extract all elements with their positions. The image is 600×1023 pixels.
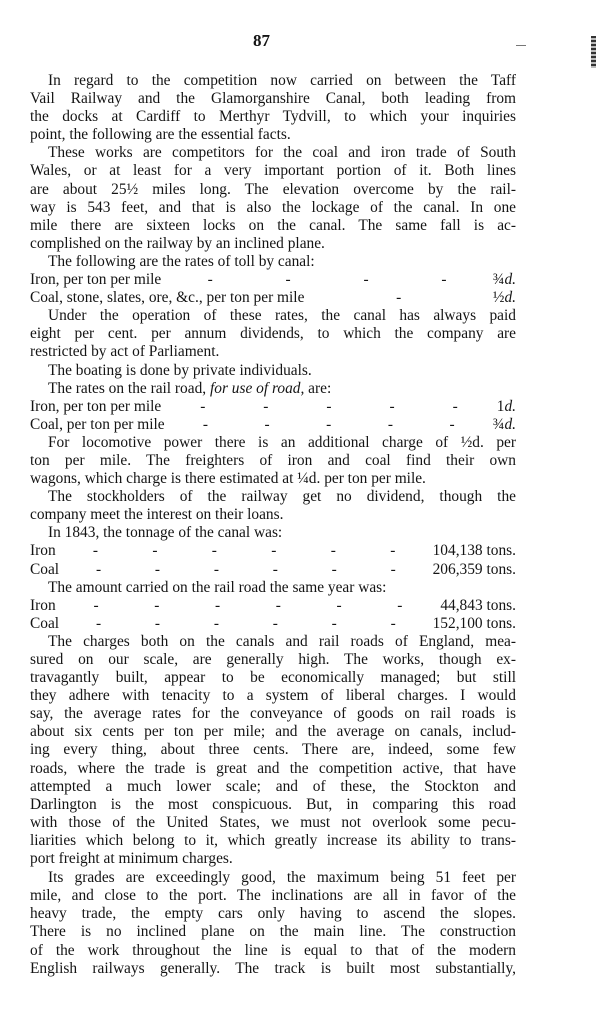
text-line: There is no inclined plane on the main line. The construction bbox=[30, 923, 516, 941]
value-unit: tons. bbox=[482, 596, 516, 614]
leader-dot: - bbox=[389, 397, 395, 415]
text-line: wagons, which charge is there estimated at ¼d. per ton per mile. bbox=[30, 470, 426, 488]
text-line: Under the operation of these rates, the canal has always paid bbox=[48, 307, 516, 325]
margin-mark bbox=[516, 45, 526, 46]
text-segment: are: bbox=[304, 379, 332, 397]
text-line: of the work throughout the line is equal to that of the modern bbox=[30, 941, 516, 959]
rate-value bbox=[433, 542, 516, 560]
leader-dot: - bbox=[390, 560, 396, 578]
rate-label: Coal, stone, slates, ore, &c., per ton per mile bbox=[30, 289, 305, 307]
leader-dot: - bbox=[336, 596, 342, 614]
text-line: liarities which belong to it, which greatly increase its ability to trans- bbox=[30, 831, 516, 849]
rate-row bbox=[30, 615, 516, 633]
leader-dot: - bbox=[213, 614, 219, 632]
leader-dot: - bbox=[326, 397, 332, 415]
leader-dot: - bbox=[95, 614, 102, 632]
rate-label: Iron, per ton per mile bbox=[30, 397, 162, 415]
text-line: Vail Railway and the Glamorganshire Canal, both leading from bbox=[30, 90, 516, 108]
leader-dots bbox=[59, 561, 433, 579]
text-line: ton per mile. The freighters of iron and coal find their own bbox=[30, 451, 516, 469]
value-number: 206,359 bbox=[432, 560, 483, 578]
leader-dot: - bbox=[396, 289, 402, 307]
leader-dot: - bbox=[330, 542, 336, 560]
text-line: roads, where the trade is great and the competition active, that have bbox=[30, 759, 516, 777]
text-line: In 1843, the tonnage of the canal was: bbox=[48, 524, 283, 542]
text-line: These works are competitors for the coal and iron trade of South bbox=[48, 144, 516, 162]
leader-dot: - bbox=[452, 397, 458, 415]
leader-dot: - bbox=[154, 614, 161, 632]
leader-dot: - bbox=[449, 415, 455, 433]
leader-dots bbox=[165, 416, 493, 434]
text-line: say, the average rates for the conveyance of goods on rail roads is bbox=[30, 705, 516, 723]
value-unit: tons. bbox=[482, 542, 516, 560]
body-text bbox=[30, 72, 516, 978]
text-line: Its grades are exceedingly good, the maximum being 51 feet per bbox=[48, 869, 516, 887]
text-line: The amount carried on the rail road the same year was: bbox=[48, 578, 387, 596]
leader-dot: - bbox=[264, 415, 270, 433]
page-number: 87 bbox=[253, 31, 270, 50]
leader-dot: - bbox=[152, 542, 158, 560]
leader-dot: - bbox=[331, 614, 337, 632]
leader-dots bbox=[304, 289, 493, 307]
leader-dot: - bbox=[326, 415, 332, 433]
value-unit: tons. bbox=[482, 614, 516, 632]
leader-dot: - bbox=[275, 596, 281, 614]
leader-dot: - bbox=[211, 542, 217, 560]
text-line: heavy trade, the empty cars only having to ascend the slopes. bbox=[30, 905, 516, 923]
rate-label: Iron bbox=[30, 542, 56, 560]
leader-dot: - bbox=[215, 596, 221, 614]
value-unit: d. bbox=[504, 289, 516, 307]
leader-dot: - bbox=[263, 397, 269, 415]
leader-dots bbox=[161, 398, 497, 416]
rate-value bbox=[440, 597, 516, 615]
text-line: ing every thing, about three cents. There are, indeed, some few bbox=[30, 741, 516, 759]
leader-dot: - bbox=[92, 542, 98, 560]
leader-dot: - bbox=[363, 271, 369, 289]
leader-dot: - bbox=[271, 542, 277, 560]
rate-value bbox=[497, 398, 516, 416]
leader-dots bbox=[56, 542, 433, 560]
leader-dot: - bbox=[93, 596, 99, 614]
rate-value bbox=[433, 561, 516, 579]
text-line: about six cents per ton per mile; and the average on canals, includ- bbox=[30, 723, 516, 741]
text-line: The stockholders of the railway get no dividend, though the bbox=[48, 488, 516, 506]
text-line: complished on the railway by an inclined plane. bbox=[30, 234, 325, 252]
rate-label: Coal, per ton per mile bbox=[30, 415, 165, 433]
rate-row bbox=[30, 398, 516, 416]
leader-dot: - bbox=[154, 560, 161, 578]
value-unit: d. bbox=[504, 415, 516, 433]
text-line: mile, and close to the port. The inclinations are all in favor of the bbox=[30, 887, 516, 905]
rate-label: Coal bbox=[30, 614, 60, 632]
value-number: 152,100 bbox=[432, 614, 483, 632]
value-number: ¾ bbox=[492, 415, 505, 433]
rate-label: Coal bbox=[30, 560, 60, 578]
text-line: with those of the United States, we must not overlook some pecu- bbox=[30, 813, 516, 831]
leader-dot: - bbox=[387, 415, 393, 433]
value-unit: d. bbox=[504, 271, 516, 289]
value-number: ¾ bbox=[492, 271, 505, 289]
leader-dot: - bbox=[285, 271, 291, 289]
page-edge-mark bbox=[591, 36, 596, 68]
text-line: For locomotive power there is an additional charge of ½d. per bbox=[48, 433, 516, 451]
rate-label: Iron bbox=[30, 596, 56, 614]
text-line: port freight at minimum charges. bbox=[30, 850, 233, 868]
text-line: company meet the interest on their loans. bbox=[30, 506, 284, 524]
leader-dots bbox=[59, 615, 433, 633]
text-line: eight per cent. per annum dividends, to which the company are bbox=[30, 325, 516, 343]
text-line: The following are the rates of toll by canal: bbox=[48, 252, 315, 270]
leader-dot: - bbox=[213, 560, 219, 578]
rate-value bbox=[433, 615, 516, 633]
text-segment: The rates on the rail road, bbox=[48, 379, 210, 397]
rate-value bbox=[493, 416, 516, 434]
leader-dot: - bbox=[95, 560, 102, 578]
leader-dot: - bbox=[390, 542, 396, 560]
text-line: The boating is done by private individuals. bbox=[48, 361, 312, 379]
rate-row bbox=[30, 416, 516, 434]
italic-phrase: for use of road, bbox=[209, 379, 305, 397]
text-line: point, the following are the essential facts. bbox=[30, 126, 291, 144]
value-number: 1 bbox=[496, 397, 505, 415]
value-number: 44,843 bbox=[440, 596, 483, 614]
text-line: sured on our scale, are generally high. The works, though ex- bbox=[30, 651, 516, 668]
leader-dot: - bbox=[441, 271, 447, 289]
rate-value bbox=[493, 289, 516, 307]
rate-row bbox=[30, 561, 516, 579]
leader-dot: - bbox=[331, 560, 337, 578]
text-line: The charges both on the canals and rail roads of England, mea- bbox=[48, 632, 516, 650]
rate-row bbox=[30, 271, 516, 289]
leader-dot: - bbox=[397, 596, 403, 614]
text-line: Wales, or at least for a very important portion of it. Both lines bbox=[30, 162, 516, 180]
leader-dot: - bbox=[207, 271, 213, 289]
text-line: Darlington is the most conspicuous. But, in comparing this road bbox=[30, 795, 516, 813]
leader-dots bbox=[161, 271, 493, 289]
value-number: ½ bbox=[492, 289, 505, 307]
leader-dot: - bbox=[154, 596, 160, 614]
rate-label: Iron, per ton per mile bbox=[30, 271, 162, 289]
text-line: restricted by act of Parliament. bbox=[30, 343, 220, 361]
text-line: the docks at Cardiff to Merthyr Tydvill, to which your inquiries bbox=[30, 108, 516, 126]
value-unit: tons. bbox=[482, 560, 516, 578]
rate-value bbox=[493, 271, 516, 289]
text-line bbox=[30, 380, 516, 398]
text-line: are about 25½ miles long. The elevation overcome by the rail- bbox=[30, 180, 516, 198]
text-line: they adhere with tenacity to a system of liberal charges. I would bbox=[30, 687, 516, 705]
rate-row bbox=[30, 542, 516, 560]
rate-row bbox=[30, 597, 516, 615]
text-line: travagantly built, appear to be economically managed; but still bbox=[30, 669, 516, 687]
text-line: way is 543 feet, and that is also the lockage of the canal. In one bbox=[30, 198, 516, 216]
text-line: attempted a much lower scale; and of these, the Stockton and bbox=[30, 777, 516, 795]
leader-dots bbox=[56, 597, 441, 615]
leader-dot: - bbox=[272, 614, 278, 632]
leader-dot: - bbox=[200, 397, 206, 415]
text-line: English railways generally. The track is built most substantially, bbox=[30, 959, 516, 977]
leader-dot: - bbox=[272, 560, 278, 578]
rate-row bbox=[30, 289, 516, 307]
value-unit: d. bbox=[504, 397, 516, 415]
leader-dot: - bbox=[390, 614, 396, 632]
leader-dot: - bbox=[202, 415, 209, 433]
text-line: In regard to the competition now carried on between the Taff bbox=[48, 72, 516, 89]
text-line: mile there are sixteen locks on the canal. The same fall is ac- bbox=[30, 216, 516, 234]
value-number: 104,138 bbox=[432, 542, 483, 560]
